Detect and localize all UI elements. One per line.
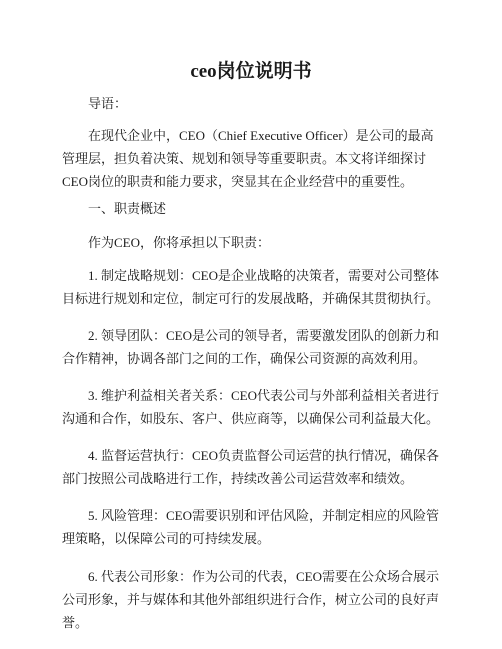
duty-item: 5. 风险管理：CEO需要识别和评估风险，并制定相应的风险管理策略，以保障公司的可持续发展。 (62, 508, 440, 546)
duty-item: 2. 领导团队：CEO是公司的领导者，需要激发团队的创新力和合作精神，协调各部门之间的工作，确保公司资源的高效利用。 (62, 328, 440, 366)
intro-heading: 导语： (88, 96, 128, 111)
duty-item: 6. 代表公司形象：作为公司的代表，CEO需要在公众场合展示公司形象，并与媒体和其他外部组织进行合作，树立公司的良好声誉。 (62, 569, 440, 630)
document-title: ceo岗位说明书 (190, 61, 312, 82)
duty-item: 3. 维护利益相关者关系：CEO代表公司与外部利益相关者进行沟通和合作，如股东、客户、供应商等，以确保公司利益最大化。 (62, 388, 440, 426)
duty-item: 1. 制定战略规划：CEO是企业战略的决策者，需要对公司整体目标进行规划和定位，制定可行的发展战略，并确保其贯彻执行。 (62, 268, 440, 306)
section-heading: 一、职责概述 (88, 201, 167, 216)
intro-paragraph: 在现代企业中，CEO（Chief Executive Officer）是公司的最高管理层，担负着决策、规划和领导等重要职责。本文将详细探讨CEO岗位的职责和能力要求，突显其在企业经营中的重要性。 (62, 128, 434, 189)
section-lead: 作为CEO，你将承担以下职责： (88, 235, 271, 250)
duty-item: 4. 监督运营执行：CEO负责监督公司运营的执行情况，确保各部门按照公司战略进行工作，持续改善公司运营效率和绩效。 (62, 448, 440, 486)
